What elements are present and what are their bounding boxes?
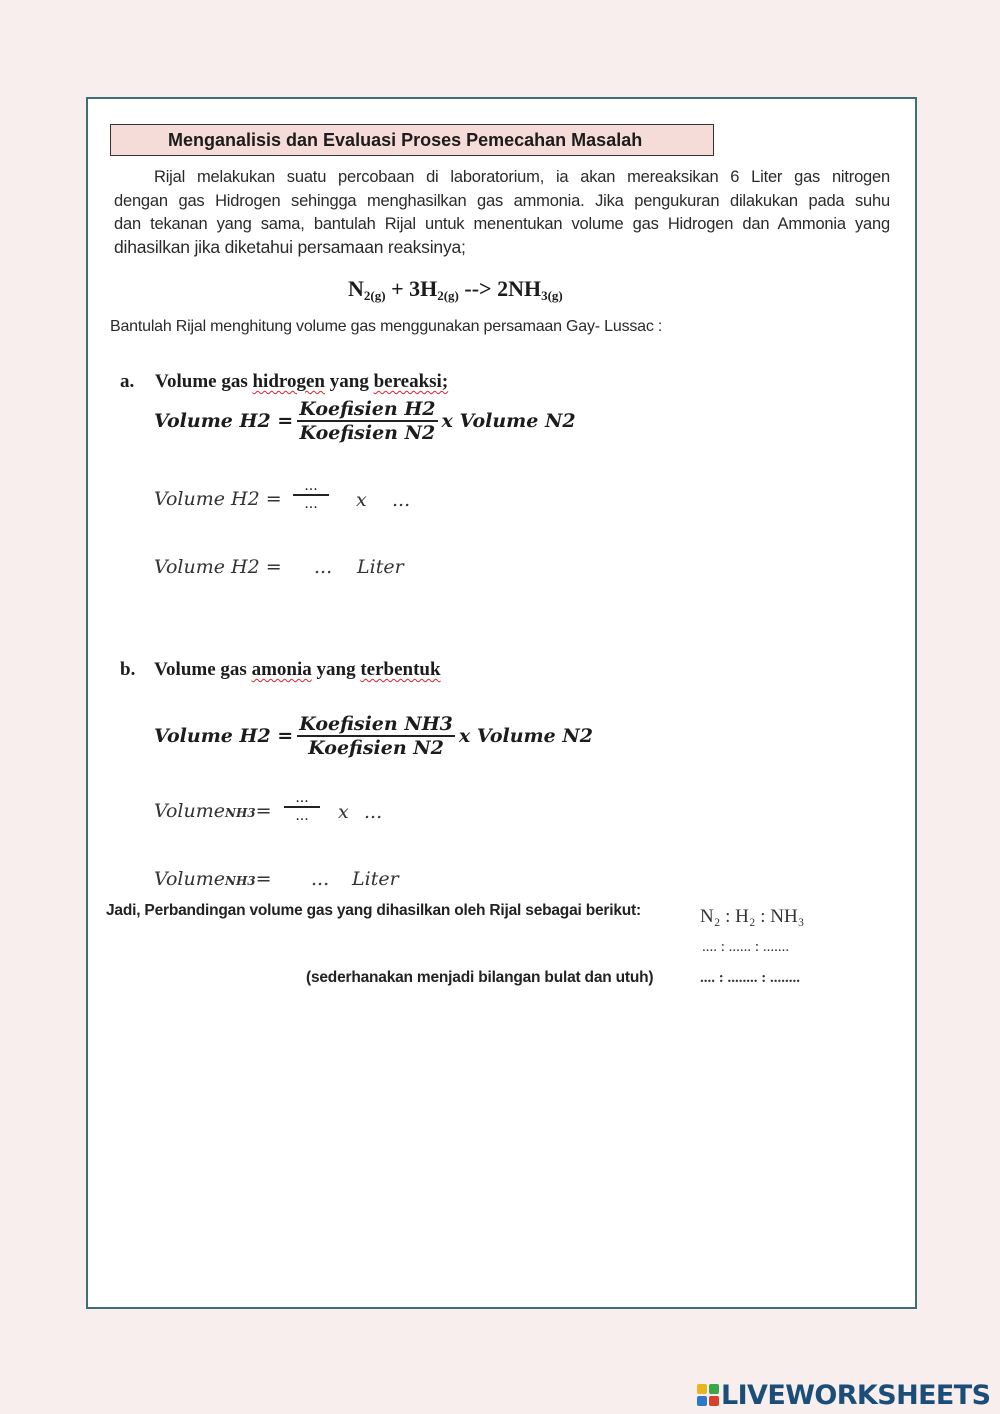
step-b2-volume: Volume <box>154 868 225 890</box>
step-b1-fraction <box>284 790 320 824</box>
formula-h2-denominator: Koefisien N2 <box>299 422 436 444</box>
paragraph-line-4: dihasilkan jika diketahui persamaan reaksinya; <box>114 237 466 257</box>
formula-h2-rhs: x Volume N2 <box>441 410 576 432</box>
step-a1-denominator: ... <box>304 495 318 512</box>
formula-nh3-numerator: Koefisien NH3 <box>299 713 453 735</box>
logo-mark-icon <box>697 1384 719 1406</box>
eq-n2: N <box>348 276 364 301</box>
formula-nh3-fraction <box>297 713 455 759</box>
summary-text: Jadi, Perbandingan volume gas yang dihasilkan oleh Rijal sebagai berikut: <box>106 902 641 919</box>
section-b-marker: b. <box>120 659 136 680</box>
step-b1-volume: Volume <box>154 800 225 822</box>
section-a-label-word1: hidrogen <box>252 371 325 392</box>
formula-nh3-lhs: Volume H2 = <box>154 725 294 747</box>
step-a1-lhs: Volume H2 = <box>154 488 282 510</box>
step-a1-fraction <box>293 478 329 512</box>
step-b2-lhs <box>154 868 272 890</box>
liveworksheets-logo <box>697 1378 990 1412</box>
section-b-label-mid: yang <box>311 659 361 680</box>
section-a-label-pre: Volume gas <box>155 371 253 392</box>
step-a1-times: x <box>356 489 367 511</box>
step-a2-unit: Liter <box>357 556 404 578</box>
step-b1-denominator: ... <box>295 807 309 824</box>
step-b1-sub: NH3 <box>225 806 256 820</box>
formula-h2 <box>154 398 576 444</box>
formula-h2-fraction <box>297 398 437 444</box>
step-b1-numerator: ... <box>295 790 309 806</box>
section-b-label-word1: amonia <box>251 659 312 680</box>
eq-h2-sub: 2(g) <box>437 288 459 303</box>
eq-n2-sub: 2(g) <box>363 288 386 303</box>
paragraph-line-3: dan tekanan yang sama, bantulah Rijal untuk menentukan volume gas Hidrogen dan Ammonia yang <box>114 215 890 233</box>
step-b2-sub: NH3 <box>225 874 256 888</box>
section-a-heading <box>120 371 448 393</box>
formula-h2-lhs: Volume H2 = <box>154 410 294 432</box>
formula-nh3-rhs: x Volume N2 <box>458 725 593 747</box>
paragraph-line-2: dengan gas Hidrogen sehingga menghasilkan gas ammonia. Jika pengukuran dilakukan pada suhu <box>114 192 890 210</box>
step-a1-value: ... <box>392 489 411 511</box>
section-a-label-word2: bereaksi; <box>373 371 449 392</box>
step-a2-lhs: Volume H2 = <box>154 556 282 578</box>
step-a2-value: ... <box>314 556 333 578</box>
eq-nh3-sub: 3(g) <box>541 288 563 303</box>
reaction-equation <box>348 276 563 304</box>
section-a-label-mid: yang <box>325 371 374 392</box>
ratio-row-1: .... : ...... : ....... <box>702 939 790 955</box>
eq-h2: + 3H <box>391 276 438 301</box>
step-b1-lhs <box>154 800 272 822</box>
section-b-label-word2: terbentuk <box>360 659 441 680</box>
eq-nh3: --> 2NH <box>464 276 542 301</box>
logo-text: LIVEWORKSHEETS <box>721 1379 991 1411</box>
formula-nh3-denominator: Koefisien N2 <box>308 737 444 759</box>
instruction-text: Bantulah Rijal menghitung volume gas menggunakan persamaan Gay- Lussac : <box>110 318 663 335</box>
step-b2-unit: Liter <box>352 868 399 890</box>
paragraph-line-1: Rijal melakukan suatu percobaan di laboratorium, ia akan mereaksikan 6 Liter gas nitrogen <box>154 168 890 186</box>
step-b1-value: ... <box>364 801 383 823</box>
step-b1-times: x <box>338 801 349 823</box>
formula-nh3 <box>154 713 593 759</box>
section-b-heading <box>120 659 441 681</box>
step-b1-eq: = <box>255 800 272 822</box>
step-b2-value: ... <box>311 868 330 890</box>
ratio-header: N₂ : H₂ : NH₃ <box>700 906 805 927</box>
formula-h2-numerator: Koefisien H2 <box>299 398 436 420</box>
ratio-row-2: .... : ........ : ........ <box>700 970 800 986</box>
step-b2-eq: = <box>255 868 272 890</box>
simplify-note: (sederhanakan menjadi bilangan bulat dan utuh) <box>306 969 654 986</box>
section-a-marker: a. <box>120 371 135 392</box>
section-title: Menganalisis dan Evaluasi Proses Pemecahan Masalah <box>110 124 714 156</box>
section-b-label-pre: Volume gas <box>154 659 252 680</box>
step-a1-numerator: ... <box>304 478 318 494</box>
